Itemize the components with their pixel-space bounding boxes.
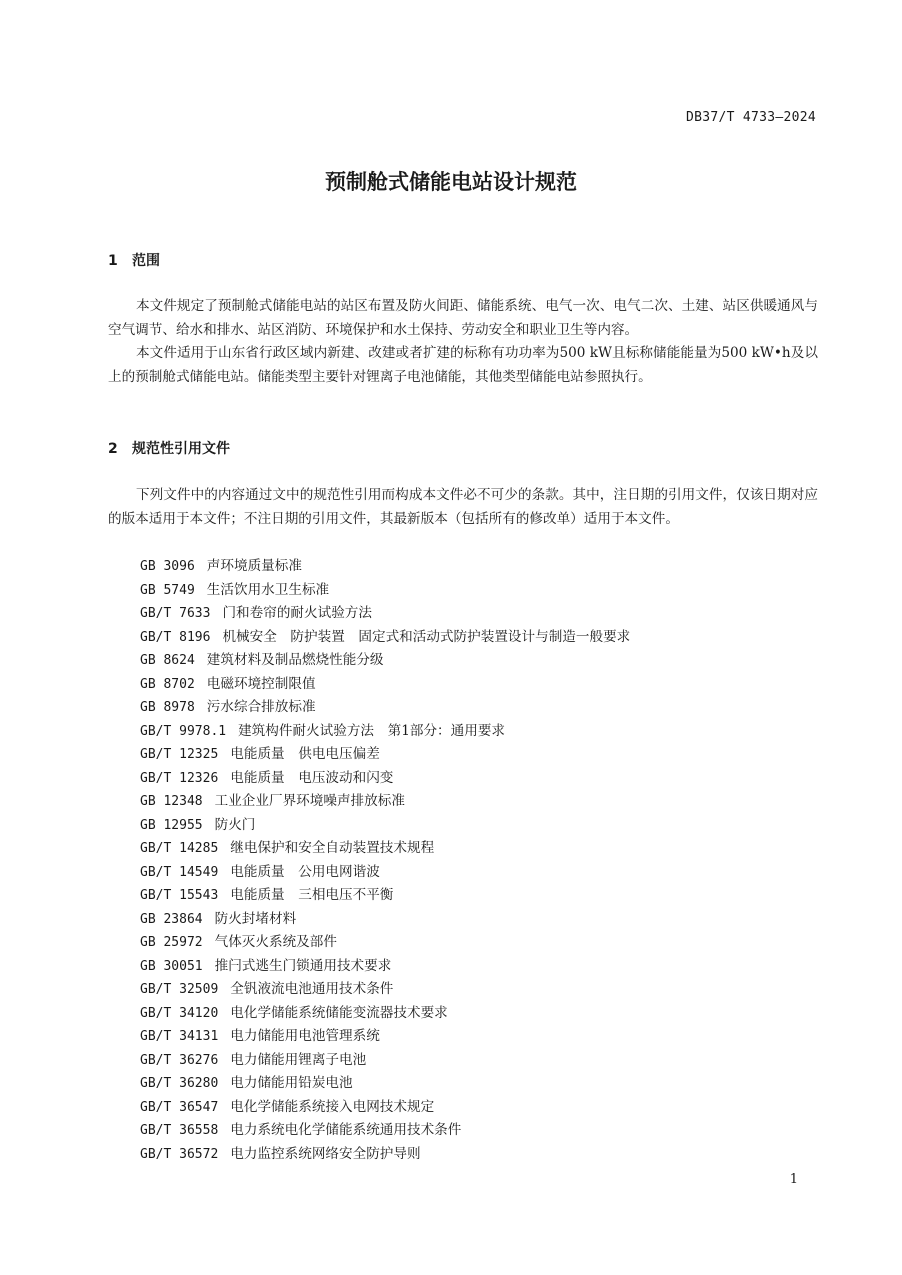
reference-title: 电力系统电化学储能系统通用技术条件 [230, 1122, 462, 1138]
section-title: 范围 [132, 253, 160, 269]
reference-item [140, 1002, 820, 1026]
reference-code: GB 23864 [140, 911, 203, 927]
reference-title: 电能质量 供电电压偏差 [230, 746, 380, 762]
reference-title: 电化学储能系统接入电网技术规定 [230, 1098, 435, 1115]
reference-item [140, 1025, 820, 1049]
reference-title: 电能质量 电压波动和闪变 [230, 769, 394, 786]
reference-code: GB/T 36547 [140, 1099, 219, 1115]
reference-title: 电能质量 三相电压不平衡 [230, 887, 394, 903]
reference-title: 电力监控系统网络安全防护导则 [230, 1145, 421, 1162]
reference-item [140, 579, 820, 603]
reference-item [140, 955, 820, 979]
section-number: 2 [108, 441, 118, 457]
reference-code: GB 12955 [140, 817, 203, 833]
reference-item [140, 1143, 820, 1167]
reference-code: GB 8702 [140, 676, 195, 692]
references-intro-paragraph: 下列文件中的内容通过文中的规范性引用而构成本文件必不可少的条款。其中，注日期的引用文件，仅该日期对应的版本适用于本文件；不注日期的引用文件，其最新版本（包括所有的修改单）适用于本文件。 [108, 487, 818, 527]
reference-item [140, 696, 820, 720]
reference-item [140, 1049, 820, 1073]
reference-item [140, 861, 820, 885]
reference-item [140, 555, 820, 579]
reference-item [140, 908, 820, 932]
reference-code: GB/T 8196 [140, 629, 211, 645]
reference-item [140, 931, 820, 955]
reference-code: GB 3096 [140, 559, 195, 574]
reference-item [140, 1096, 820, 1120]
reference-code: GB/T 15543 [140, 888, 219, 903]
reference-item [140, 602, 820, 626]
reference-title: 防火封堵材料 [214, 910, 297, 927]
reference-code: GB 8978 [140, 700, 195, 715]
reference-title: 电磁环境控制限值 [206, 675, 316, 692]
reference-code: GB/T 9978.1 [140, 723, 227, 739]
reference-code: GB/T 12326 [140, 770, 219, 786]
reference-item [140, 814, 820, 838]
reference-title: 电力储能用电池管理系统 [230, 1028, 380, 1044]
reference-title: 气体灭火系统及部件 [214, 934, 337, 950]
document-title: 预制舱式储能电站设计规范 [325, 170, 577, 194]
reference-code: GB/T 14549 [140, 864, 219, 880]
section-number: 1 [108, 253, 118, 269]
reference-title: 继电保护和安全自动装置技术规程 [230, 840, 435, 856]
reference-item [140, 626, 820, 650]
reference-code: GB/T 36280 [140, 1076, 219, 1091]
reference-title: 推闩式逃生门锁通用技术要求 [214, 957, 392, 974]
reference-code: GB/T 34120 [140, 1005, 219, 1021]
reference-item [140, 673, 820, 697]
reference-item [140, 767, 820, 791]
reference-item [140, 720, 820, 744]
reference-code: GB/T 14285 [140, 841, 219, 856]
reference-item [140, 884, 820, 908]
reference-title: 工业企业厂界环境噪声排放标准 [214, 793, 405, 809]
reference-item [140, 837, 820, 861]
reference-title: 防火门 [214, 816, 256, 833]
reference-list [140, 555, 820, 1166]
reference-title: 声环境质量标准 [206, 558, 302, 574]
reference-code: GB 8624 [140, 653, 195, 668]
page-number: 1 [789, 1172, 798, 1187]
reference-title: 电能质量 公用电网谐波 [230, 863, 380, 880]
reference-code: GB 5749 [140, 582, 195, 598]
reference-title: 电力储能用铅炭电池 [230, 1075, 353, 1091]
reference-title: 全钒液流电池通用技术条件 [230, 981, 394, 997]
reference-title: 电化学储能系统储能变流器技术要求 [230, 1004, 448, 1021]
reference-code: GB/T 36572 [140, 1146, 219, 1162]
document-code: DB37/T 4733—2024 [685, 110, 816, 125]
reference-code: GB 30051 [140, 958, 203, 974]
reference-item [140, 978, 820, 1002]
reference-title: 门和卷帘的耐火试验方法 [222, 605, 372, 621]
reference-item [140, 1072, 820, 1096]
reference-title: 污水综合排放标准 [206, 699, 316, 715]
reference-code: GB/T 36558 [140, 1123, 219, 1138]
reference-title: 机械安全 防护装置 固定式和活动式防护装置设计与制造一般要求 [222, 628, 631, 645]
reference-code: GB/T 12325 [140, 747, 219, 762]
reference-title: 电力储能用锂离子电池 [230, 1051, 367, 1068]
reference-item [140, 790, 820, 814]
reference-code: GB/T 36276 [140, 1052, 219, 1068]
reference-item [140, 649, 820, 673]
reference-code: GB 25972 [140, 935, 203, 950]
reference-code: GB/T 32509 [140, 982, 219, 997]
reference-code: GB 12348 [140, 794, 203, 809]
reference-title: 生活饮用水卫生标准 [206, 581, 330, 598]
reference-item [140, 743, 820, 767]
reference-code: GB/T 7633 [140, 606, 211, 621]
reference-title: 建筑构件耐火试验方法 第1部分：通用要求 [238, 722, 506, 739]
reference-title: 建筑材料及制品燃烧性能分级 [206, 652, 384, 668]
reference-item [140, 1119, 820, 1143]
scope-paragraph-2: 本文件适用于山东省行政区域内新建、改建或者扩建的标称有功功率为500 kW且标称储能能量为500 kW•h及以上的预制舱式储能电站。储能类型主要针对锂离子电池储能，其他类型储能电站参照执行。 [108, 345, 818, 385]
reference-code: GB/T 34131 [140, 1029, 219, 1044]
scope-paragraph-1: 本文件规定了预制舱式储能电站的站区布置及防火间距、储能系统、电气一次、电气二次、土建、站区供暖通风与空气调节、给水和排水、站区消防、环境保护和水土保持、劳动安全和职业卫生等内容。 [108, 298, 818, 338]
section-heading-scope [108, 250, 160, 270]
section-heading-normative-references [108, 438, 230, 458]
section-title: 规范性引用文件 [132, 441, 230, 457]
